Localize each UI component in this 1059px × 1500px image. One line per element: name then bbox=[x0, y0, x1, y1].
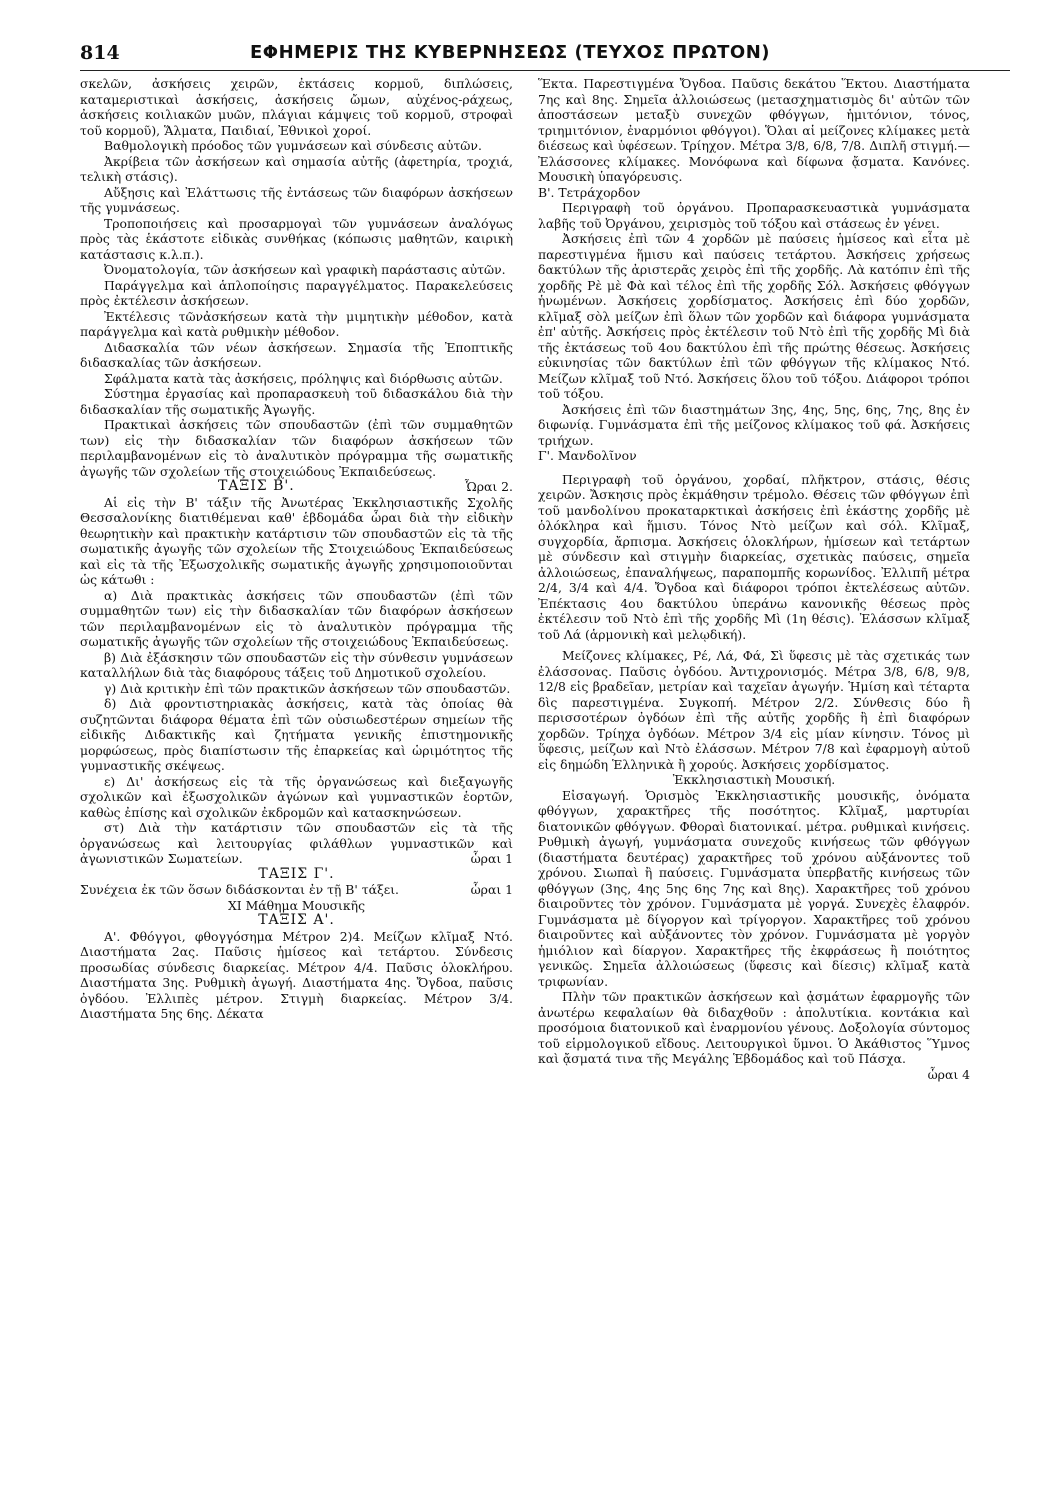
church-music-heading: Ἐκκλησιαστικὴ Μουσική. bbox=[672, 772, 836, 787]
paragraph: Σφάλματα κατὰ τὰς ἀσκήσεις, πρόληψις καὶ διόρθωσις αὐτῶν. bbox=[104, 370, 503, 386]
left-column bbox=[80, 76, 513, 1022]
list-item: α) Διὰ πρακτικὰς ἀσκήσεις τῶν σπουδαστῶν (ἐπὶ τῶν συμμαθητῶν των) εἰς τὴν διδασκαλίαν τῶν διαφόρων ἀσκήσεων τῶν περιλαμβανομένων εἰς τὸ ἀναλυτικὸν πρόγραμμα τῆς σωματικῆς ἀγωγῆς τῶν σχολείων τῆς στοιχειώδους Ἐκπαιδεύσεως. bbox=[80, 587, 513, 649]
list-item-with-hours bbox=[80, 820, 513, 867]
paragraph: Βαθμολογικὴ πρόοδος τῶν γυμνάσεων καὶ σύνδεσις αὐτῶν. bbox=[104, 138, 482, 153]
paragraph: Περιγραφὴ τοῦ ὀργάνου, χορδαί, πλῆκτρον, στάσις, θέσις χειρῶν. Ἄσκησις πρὸς ἐκμάθησιν τρέμολο. Θέσεις τῶν φθόγγων ἐπὶ τοῦ μανδολίνου προκαταρκτικαὶ ἀσκήσεις ἐπὶ ἑκάστης χορδῆς μὲ ὁλόκληρα καὶ ἥμισυ. Τόνος Ντὸ μείζων καὶ σόλ. Κλῖμαξ, συγχορδία, ἄρπισμα. Ἀσκήσεις ὁλοκλήρων, ἡμίσεων καὶ τετάρτων μὲ σύνδεσιν καὶ στιγμὴν διαρκείας, σχετικὰς παύσεις, σημεῖα ἀλλοιώσεως, ἐπαναλήψεως, παραπομπῆς κορωνίδος. Ἐλλιπῆ μέτρα 2/4, 3/4 καὶ 4/4. Ὄγδοα καὶ διάφοροι τρόποι ἐκτελέσεως αὐτῶν. Ἐπέκτασις 4ου δακτύλου ὑπεράνω κανονικῆς θέσεως πρὸς ἐκτέλεσιν τοῦ Ντὸ ἐπὶ τῆς χορδῆς Μὶ (1η θέσις). Ἐλάσσων κλῖμαξ τοῦ Λά (ἁρμονικὴ καὶ μελῳδική). bbox=[538, 471, 970, 642]
music-lesson-heading: ΧΙ Μάθημα Μουσικῆς bbox=[227, 897, 366, 913]
paragraph: Τροποποιήσεις καὶ προσαρμογαὶ τῶν γυμνάσεων ἀναλόγως πρὸς τὰς ἑκάστοτε εἰδικὰς συνθήκας (κόπωσις μαθητῶν, καιρικὴ κατάστασις κ.λ.π.). bbox=[80, 215, 513, 262]
paragraph: Ἀκρίβεια τῶν ἀσκήσεων καὶ σημασία αὐτῆς (ἀφετηρία, τροχιά, τελικὴ στάσις). bbox=[80, 153, 513, 184]
paragraph: Διδασκαλία τῶν νέων ἀσκήσεων. Σημασία τῆς Ἐποπτικῆς διδασκαλίας τῶν ἀσκήσεων. bbox=[80, 339, 513, 370]
paragraph: Μείζονες κλίμακες, Ρέ, Λά, Φά, Σὶ ὕφεσις μὲ τὰς σχετικάς των ἐλάσσονας. Παῦσις ὀγδόου. Ἀντιχρονισμός. Μέτρα 3/8, 6/8, 9/8, 12/8 εἰς βραδεῖαν, μετρίαν καὶ ταχεῖαν ἀγωγήν. Ἡμίση καὶ τέταρτα δὶς παρεστιγμένα. Συγκοπή. Μέτρον 2/2. Σύνθεσις δύο ἢ περισσοτέρων ὀγδόων ἐπὶ τῆς αὐτῆς χορδῆς ἢ ἐπὶ διαφόρων χορδῶν. Τρίηχα ὀγδόων. Μέτρον 3/4 εἰς μίαν κίνησιν. Τόνος μὶ ὕφεσις, μείζων καὶ Ντὸ ἐλάσσων. Μέτρον 7/8 καὶ ἐφαρμογὴ αὐτοῦ εἰς δημώδη Ἑλληνικὰ ἢ χορούς. Ἀσκήσεις χορδίσματος. bbox=[538, 648, 970, 772]
paragraph: Ὀνοματολογία, τῶν ἀσκήσεων καὶ γραφικὴ παράστασις αὐτῶν. bbox=[104, 262, 506, 277]
list-item: β) Διὰ ἐξάσκησιν τῶν σπουδαστῶν εἰς τὴν σύνθεσιν γυμνάσεων καταλλήλων διὰ τὰς διαφόρους τάξεις τοῦ Δημοτικοῦ σχολείου. bbox=[80, 649, 513, 680]
right-column bbox=[538, 76, 970, 1082]
section-heading-taxis-b: ΤΑΞΙΣ Β'. bbox=[217, 478, 295, 494]
paragraph-with-hours bbox=[80, 882, 513, 898]
paragraph: Ἕκτα. Παρεστιγμένα Ὄγδοα. Παῦσις δεκάτου Ἕκτου. Διαστήματα 7ης καὶ 8ης. Σημεῖα ἀλλοιώσεως (μετασχηματισμὸς δι' αὐτῶν τῶν ἀποστάσεων μεταξὺ συνεχῶν φθόγγων, ἡμιτόνιον, τόνος, τριημιτόνιον, ἐναρμόνιοι φθόγγοι). Ὅλαι αἱ μείζονες κλίμακες μετὰ διέσεως καὶ ὑφέσεων. Τρίηχον. Μέτρα 3/8, 6/8, 7/8. Διπλῆ στιγμή.— Ἐλάσσονες κλίμακες. Μονόφωνα καὶ δίφωνα ᾄσματα. Κανόνες. Μουσικὴ ὑπαγόρευσις. bbox=[538, 76, 970, 184]
paragraph: Εἰσαγωγή. Ὁρισμὸς Ἐκκλησιαστικῆς μουσικῆς, ὀνόματα φθόγγων, χαρακτῆρες τῆς ποσότητος. Κλῖμαξ, μαρτυρίαι διατονικῶν φθόγγων. Φθοραὶ διατονικαί. μέτρα. ρυθμικαὶ κινήσεις. Ρυθμικὴ ἀγωγή, γυμνάσματα συνεχοῦς κινήσεως τῶν φθόγγων (διαστήματα δευτέρας) χαρακτῆρες τοῦ χρόνου αὐξάνοντες τοῦ χρόνου. Σιωπαὶ ἢ παύσεις. Γυμνάσματα ὑπερβατῆς κινήσεως τῶν φθόγγων (3ης, 4ης 5ης 6ης 7ης καὶ 8ης). Χαρακτῆρες τοῦ χρόνου διαιροῦντες τὸν χρόνον. Γυμνάσματα μὲ γοργά. Συνεχὲς ἐλαφρόν. Γυμνάσματα μὲ δίγοργον καὶ τρίγοργον. Χαρακτῆρες τοῦ χρόνου διαιροῦντες καὶ αὐξάνοντες τὸν χρόνον. Γυμνάσματα μὲ γοργὸν ἡμιόλιον καὶ δίαργον. Χαρακτῆρες τῆς ἐκφράσεως ἢ ποιότητος γενικῶς. Σημεῖα ἀλλοιώσεως (ὕφεσις καὶ δίεσις) κλῖμαξ κατὰ τριφωνίαν. bbox=[538, 787, 970, 989]
hours-note: ὧραι 1 bbox=[470, 882, 513, 897]
paragraph: Αὔξησις καὶ Ἐλάττωσις τῆς ἐντάσεως τῶν διαφόρων ἀσκήσεων τῆς γυμνάσεως. bbox=[80, 184, 513, 215]
paragraph: Α'. Φθόγγοι, φθογγόσημα Μέτρον 2)4. Μείζων κλῖμαξ Ντό. Διαστήματα 2ας. Παῦσις ἡμίσεος καὶ τετάρτου. Σύνδεσις προσωδίας σύνδεσις διαρκείας. Μέτρον 4/4. Παῦσις ὁλοκλήρου. Διαστήματα 3ης. Ρυθμικὴ ἀγωγή. Διαστήματα 4ης. Ὄγδοα, παῦσις ὀγδόου. Ἐλλιπὲς μέτρον. Στιγμὴ διαρκείας. Μέτρον 3/4. Διαστήματα 5ης 6ης. Δέκατα bbox=[80, 928, 513, 1021]
paragraph: Σύστημα ἐργασίας καὶ προπαρασκευὴ τοῦ διδασκάλου διὰ τὴν διδασκαλίαν τῆς σωματικῆς Ἀγωγῆς. bbox=[80, 386, 513, 417]
subsection-heading-tetrachord: Β'. Τετράχορδον bbox=[538, 184, 641, 200]
paragraph: Παράγγελμα καὶ ἁπλοποίησις παραγγέλματος. Παρακελεύσεις πρὸς ἐκτέλεσιν ἀσκήσεων. bbox=[80, 277, 513, 308]
list-item-text: στ) Διὰ τὴν κατάρτισιν τῶν σπουδαστῶν εἰς τὰ τῆς ὀργανώσεως καὶ λειτουργίας φιλάθλων γυμναστικῶν καὶ ἀγωνιστικῶν Σωματείων. bbox=[80, 820, 513, 866]
hours-note: ὧραι 1 bbox=[470, 851, 513, 866]
section-heading-taxis-a: ΤΑΞΙΣ Α'. bbox=[258, 912, 335, 928]
paragraph: σκελῶν, ἀσκήσεις χειρῶν, ἐκτάσεις κορμοῦ, διπλώσεις, καταμεριστικαὶ ἀσκήσεις, ἀσκήσεις ὤμων, αὐχένος-ράχεως, ἀσκήσεις κοιλιακῶν μυῶν, πλάγιαι κάμψεις τοῦ κορμοῦ, στροφαὶ τοῦ κορμοῦ), Ἅλματα, Παιδιαί, Ἐθνικοὶ χοροί. bbox=[80, 76, 513, 138]
journal-title: ΕΦΗΜΕΡΙΣ ΤΗΣ ΚΥΒΕΡΝΗΣΕΩΣ (ΤΕΥΧΟΣ ΠΡΩΤΟΝ) bbox=[250, 42, 771, 63]
list-item: δ) Διὰ φροντιστηριακὰς ἀσκήσεις, κατὰ τὰς ὁποίας θὰ συζητῶνται διάφορα θέματα ἐπὶ τῶν οὐσιωδεστέρων σημείων τῆς εἰδικῆς Διδακτικῆς καὶ ζητήματα γενικῆς ἐπιστημονικῆς μορφώσεως, πρὸς διαπίστωσιν τῆς ἐπαρκείας καὶ ὡριμότητος τῆς γυμναστικῆς σκέψεως. bbox=[80, 696, 513, 773]
header-rule bbox=[80, 70, 1010, 71]
section-heading-taxis-g: ΤΑΞΙΣ Γ'. bbox=[258, 865, 335, 882]
list-item: γ) Διὰ κριτικὴν ἐπὶ τῶν πρακτικῶν ἀσκήσεων τῶν σπουδαστῶν. bbox=[104, 680, 511, 696]
paragraph: Ἀσκήσεις ἐπὶ τῶν 4 χορδῶν μὲ παύσεις ἡμίσεος καὶ εἶτα μὲ παρεστιγμένα ἥμισυ καὶ παύσεις τετάρτου. Ἀσκήσεις χρήσεως δακτύλων τῆς ἀριστερᾶς χειρὸς ἐπὶ τῆς χορδῆς. Λὰ κατόπιν ἐπὶ τῆς χορδῆς Ρὲ μὲ Φὰ καὶ τέλος ἐπὶ τῆς χορδῆς Σόλ. Ἀσκήσεις φθόγγων ἡνωμένων. Ἀσκήσεις χορδίσματος. Ἀσκήσεις ἐπὶ δύο χορδῶν, κλῖμαξ σὸλ μείζων ἐπὶ ὅλων τῶν χορδῶν καὶ διάφορα γυμνάσματα ἐπ' αὐτῆς. Ἀσκήσεις πρὸς ἐκτέλεσιν τοῦ Ντὸ ἐπὶ τῆς χορδῆς Μὶ διὰ τῆς ἐκτάσεως τοῦ 4ου δακτύλου ἐπὶ τῆς πρώτης θέσεως. Ἀσκήσεις εὐκινησίας τῶν δακτύλων ἐπὶ τῶν φθόγγων τῆς κλίμακος Ντό. Μείζων κλῖμαξ τοῦ Ντό. Ἀσκήσεις ὅλου τοῦ τόξου. Διάφοροι τρόποι τοῦ τόξου. bbox=[538, 231, 970, 401]
paragraph-text: Πρακτικαὶ ἀσκήσεις τῶν σπουδαστῶν (ἐπὶ τῶν συμμαθητῶν των) εἰς τὴν διδασκαλίαν τῶν διαφόρων ἀσκήσεων τῶν περιλαμβανομένων εἰς τὸ ἀναλυτικὸν πρόγραμμα τῆς σωματικῆς ἀγωγῆς τῶν σχολείων τῆς στοιχειώδους Ἐκπαιδεύσεως. bbox=[80, 417, 513, 479]
paragraph: Ἀσκήσεις ἐπὶ τῶν διαστημάτων 3ης, 4ης, 5ης, 6ης, 7ης, 8ης ἐν διφωνίᾳ. Γυμνάσματα ἐπὶ τῆς μείζονος κλίμακος τοῦ φά. Ἀσκήσεις τριήχων. bbox=[538, 401, 970, 448]
paragraph: Ἐκτέλεσις τῶνἀσκήσεων κατὰ τὴν μιμητικὴν μέθοδον, κατὰ παράγγελμα καὶ κατὰ ρυθμικὴν μέθοδον. bbox=[80, 308, 513, 339]
hours-note: Ὧραι 2. bbox=[464, 479, 513, 494]
paragraph: Αἱ εἰς τὴν Β' τάξιν τῆς Ἀνωτέρας Ἐκκλησιαστικῆς Σχολῆς Θεσσαλονίκης διατιθέμεναι καθ' ἑβδομάδα ὧραι διὰ τὴν εἰδικὴν θεωρητικὴν καὶ πρακτικὴν κατάρτισιν τῶν σπουδαστῶν εἰς τὰ τῆς σωματικῆς ἀγωγῆς τῶν σχολείων τῆς Στοιχειώδους Ἐκπαιδεύσεως καὶ εἰς τὰ τῆς Ἐξωσχολικῆς σωματικῆς ἀγωγῆς χρησιμοποιοῦνται ὡς κάτωθι : bbox=[80, 494, 513, 587]
page-number: 814 bbox=[80, 42, 120, 64]
list-item: ε) Δι' ἀσκήσεως εἰς τὰ τῆς ὀργανώσεως καὶ διεξαγωγῆς σχολικῶν καὶ ἐξωσχολικῶν ἀγώνων καὶ γυμναστικῶν ἑορτῶν, καθὼς ἐπίσης καὶ σχολικῶν ἐκδρομῶν καὶ κατασκηνώσεων. bbox=[80, 773, 513, 820]
subsection-heading-mandolin: Γ'. Μανδολῖνον bbox=[538, 448, 637, 463]
paragraph-text: Συνέχεια ἐκ τῶν ὅσων διδάσκονται ἐν τῇ Β' τάξει. bbox=[80, 882, 399, 897]
hours-note: ὧραι 4 bbox=[927, 1066, 970, 1082]
page-header bbox=[80, 40, 1010, 70]
paragraph-with-hours bbox=[538, 989, 970, 1082]
paragraph: Περιγραφὴ τοῦ ὀργάνου. Προπαρασκευαστικὰ γυμνάσματα λαβῆς τοῦ Ὀργάνου, χειρισμὸς τοῦ τόξου καὶ στάσεως ἐν γένει. bbox=[538, 200, 970, 231]
paragraph-text: Πλὴν τῶν πρακτικῶν ἀσκήσεων καὶ ᾀσμάτων ἐφαρμογῆς τῶν ἀνωτέρω κεφαλαίων θὰ διδαχθοῦν : ἀπολυτίκια. κοντάκια καὶ προσόμοια διατονικοῦ καὶ ἐναρμονίου γένους. Δοξολογία σύντομος τοῦ εἱρμολογικοῦ εἴδους. Λειτουργικοὶ ὕμνοι. Ὁ Ἀκάθιστος Ὕμνος καὶ ᾄσματά τινα τῆς Μεγάλης Ἑβδομάδος καὶ τοῦ Πάσχα. bbox=[538, 989, 970, 1066]
